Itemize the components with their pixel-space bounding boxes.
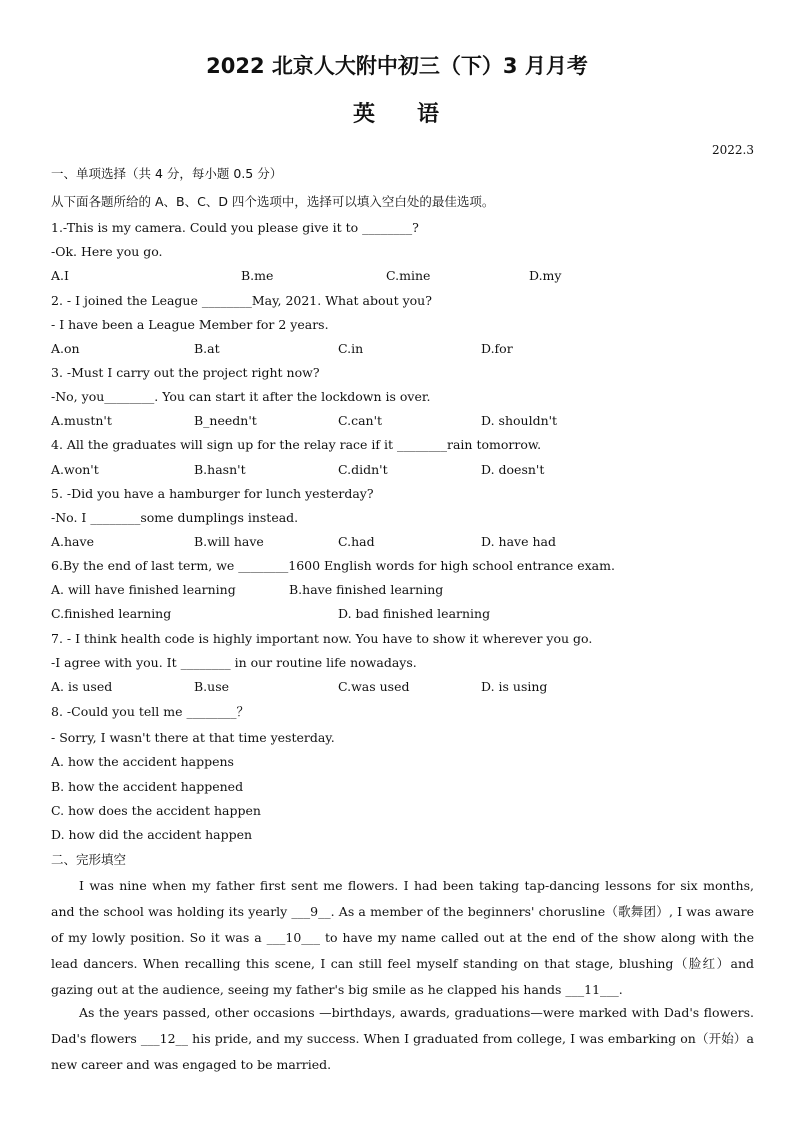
exam-title: 2022 北京人大附中初三（下）3 月月考 (206, 54, 588, 78)
q8-option-b: B. how the accident happened (51, 779, 244, 794)
q2-option-b: B.at (194, 341, 220, 356)
q4-line1: 4. All the graduates will sign up for the relay race if it ________rain tomorrow. (51, 437, 542, 452)
q2-line1: 2. - I joined the League ________May, 2021. What about you? (51, 293, 432, 308)
q1-option-a: A.I (51, 268, 69, 283)
q7-option-b: B.use (194, 679, 230, 694)
q5-option-c: C.had (338, 534, 375, 549)
q2-option-d: D.for (481, 341, 513, 356)
q7-line2: -I agree with you. It ________ in our routine life nowadays. (51, 655, 417, 670)
q5-option-d: D. have had (481, 534, 556, 549)
q7-option-a: A. is used (51, 679, 113, 694)
section1-instruction: 从下面各题所给的 A、B、C、D 四个选项中，选择可以填入空白处的最佳选项。 (51, 194, 495, 209)
q3-line1: 3. -Must I carry out the project right now? (51, 365, 320, 380)
q5-option-b: B.will have (194, 534, 264, 549)
q8-line2: - Sorry, I wasn't there at that time yesterday. (51, 730, 335, 745)
q8-line1: 8. -Could you tell me ________？ (51, 704, 249, 719)
q4-option-a: A.won't (51, 462, 99, 477)
q6-option-b: B.have finished learning (289, 582, 444, 597)
q7-option-c: C.was used (338, 679, 410, 694)
q6-option-d: D. bad finished learning (338, 606, 491, 621)
q3-option-d: D. shouldn't (481, 413, 558, 428)
section2-heading: 二、完形填空 (51, 852, 127, 867)
subject-title (0, 97, 794, 128)
q6-line1: 6.By the end of last term, we ________1600 English words for high school entrance exam. (51, 558, 615, 573)
q2-option-c: C.in (338, 341, 364, 356)
q8-option-a: A. how the accident happens (51, 754, 234, 769)
cloze-paragraph-1: I was nine when my father first sent me flowers. I had been taking tap-dancing lessons for six months, and the school was holding its yearly ___9__. As a member of the beginners' chorusline（歌舞团）, I was aware of my lowly position. So it was a ___10___ to have my name called out at the end of the show along with the lead dancers. When recalling this scene, I can still feel myself standing on that stage, blushing（脸红）and gazing out at the audience, seeing my father's big smile as he clapped his hands ___11___. (51, 878, 754, 997)
q4-option-b: B.hasn't (194, 462, 246, 477)
q3-option-c: C.can't (338, 413, 383, 428)
q4-option-d: D. doesn't (481, 462, 545, 477)
q2-option-a: A.on (51, 341, 80, 356)
cloze-paragraph-2: As the years passed, other occasions —birthdays, awards, graduations—were marked with Dad's flowers. Dad's flowers ___12__ his pride, and my success. When I graduated from college, I was embarking on（开始）a new career and was engaged to be married. (51, 1005, 754, 1072)
q8-option-d: D. how did the accident happen (51, 827, 253, 842)
q5-option-a: A.have (51, 534, 94, 549)
q3-option-b: B_needn't (194, 413, 257, 428)
q1-option-b: B.me (241, 268, 274, 283)
q7-option-d: D. is using (481, 679, 548, 694)
subject-char-1: 英 (352, 102, 377, 127)
q3-line2: -No, you________. You can start it after the lockdown is over. (51, 389, 431, 404)
q1-option-c: C.mine (386, 268, 431, 283)
subject-char-2: 语 (417, 102, 442, 127)
q3-option-a: A.mustn't (51, 413, 112, 428)
q5-line2: -No. I ________some dumplings instead. (51, 510, 299, 525)
q5-line1: 5. -Did you have a hamburger for lunch yesterday? (51, 486, 374, 501)
q4-option-c: C.didn't (338, 462, 388, 477)
q1-line2: -Ok. Here you go. (51, 244, 163, 259)
exam-date: 2022.3 (712, 143, 754, 157)
q8-option-c: C. how does the accident happen (51, 803, 261, 818)
section1-heading: 一、单项选择（共 4 分，每小题 0.5 分） (51, 166, 283, 181)
q1-line1: 1.-This is my camera. Could you please give it to ________? (51, 220, 419, 235)
q1-option-d: D.my (529, 268, 562, 283)
q2-line2: - I have been a League Member for 2 years. (51, 317, 329, 332)
q6-option-c: C.finished learning (51, 606, 172, 621)
q6-option-a: A. will have finished learning (51, 582, 236, 597)
q7-line1: 7. - I think health code is highly important now. You have to show it wherever you go. (51, 631, 593, 646)
